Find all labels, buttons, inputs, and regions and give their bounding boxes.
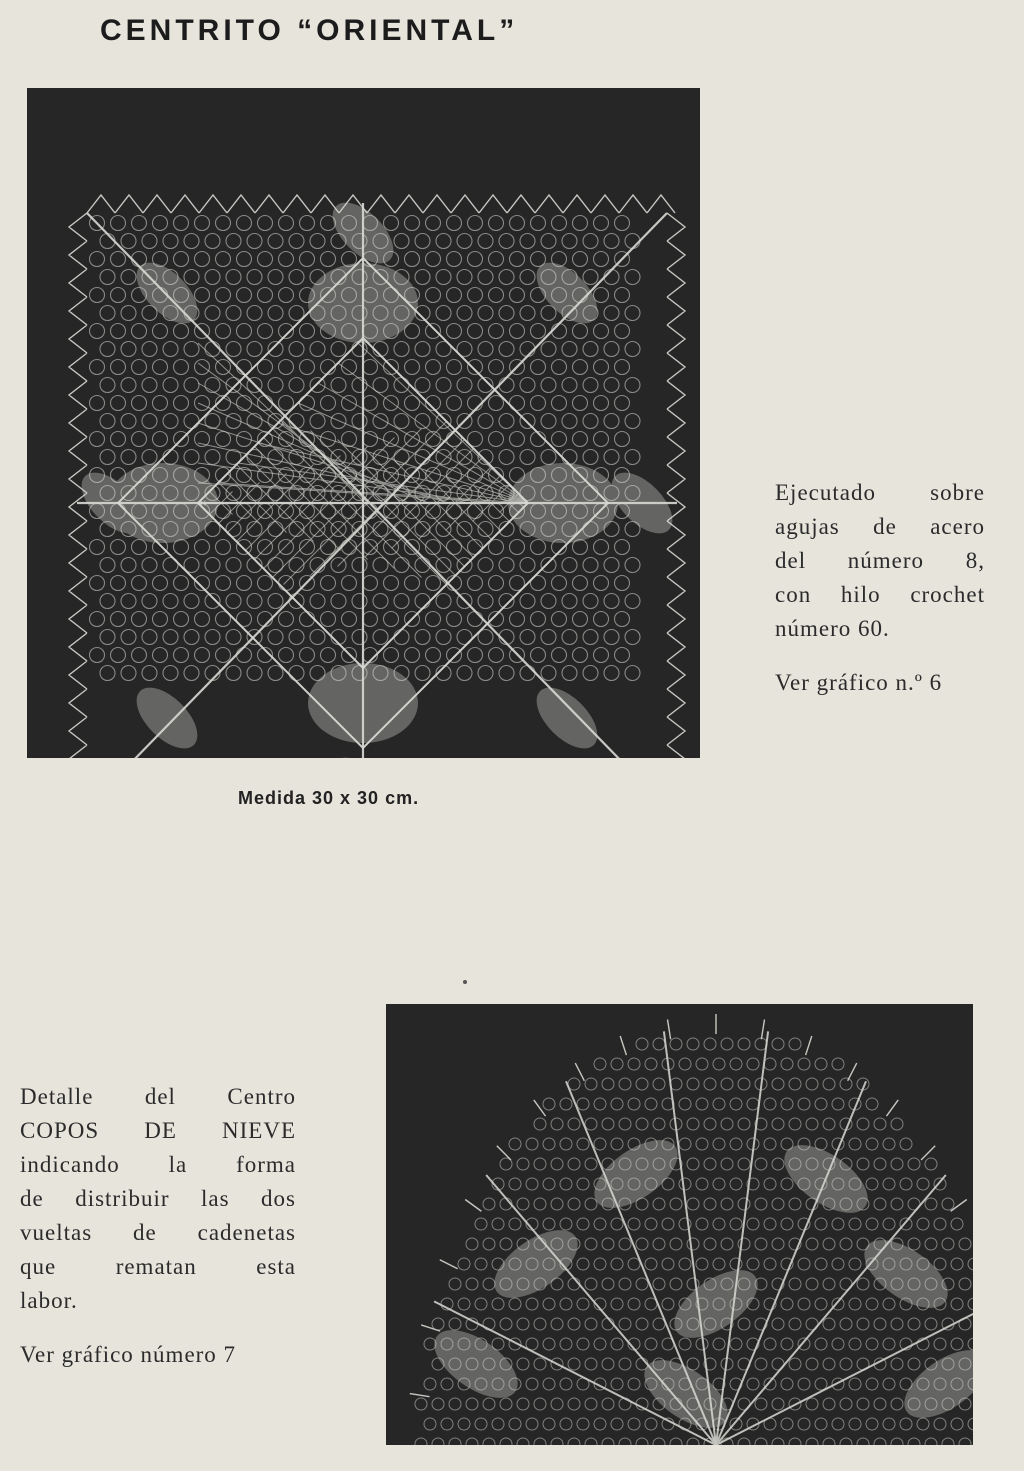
note-line: con hilo crochet bbox=[775, 582, 985, 607]
note-line: que rematan esta bbox=[20, 1254, 296, 1279]
note-line: número 60. bbox=[775, 616, 890, 641]
figure-caption: Medida 30 x 30 cm. bbox=[238, 788, 420, 808]
lace-detail-photo bbox=[386, 1004, 973, 1445]
note-line: Ejecutado sobre bbox=[775, 480, 985, 505]
note-line: vueltas de cadenetas bbox=[20, 1220, 296, 1245]
note-line: del número 8, bbox=[775, 548, 985, 573]
lace-detail-image bbox=[386, 1004, 973, 1445]
print-speck bbox=[463, 980, 467, 984]
lace-doily-photo bbox=[27, 88, 700, 758]
note-line: labor. bbox=[20, 1288, 78, 1313]
note-line: de distribuir las dos bbox=[20, 1186, 296, 1211]
bottom-notes bbox=[20, 1080, 296, 1372]
chart-reference: Ver gráfico número 7 bbox=[20, 1342, 237, 1367]
top-notes bbox=[775, 476, 985, 700]
note-line: indicando la forma bbox=[20, 1152, 296, 1177]
note-line: Detalle del Centro bbox=[20, 1084, 296, 1109]
lace-doily-image bbox=[27, 88, 700, 758]
note-line: COPOS DE NIEVE bbox=[20, 1118, 296, 1143]
note-line: agujas de acero bbox=[775, 514, 985, 539]
page-title: CENTRITO “ORIENTAL” bbox=[100, 14, 519, 47]
chart-reference: Ver gráfico n.º 6 bbox=[775, 670, 943, 695]
